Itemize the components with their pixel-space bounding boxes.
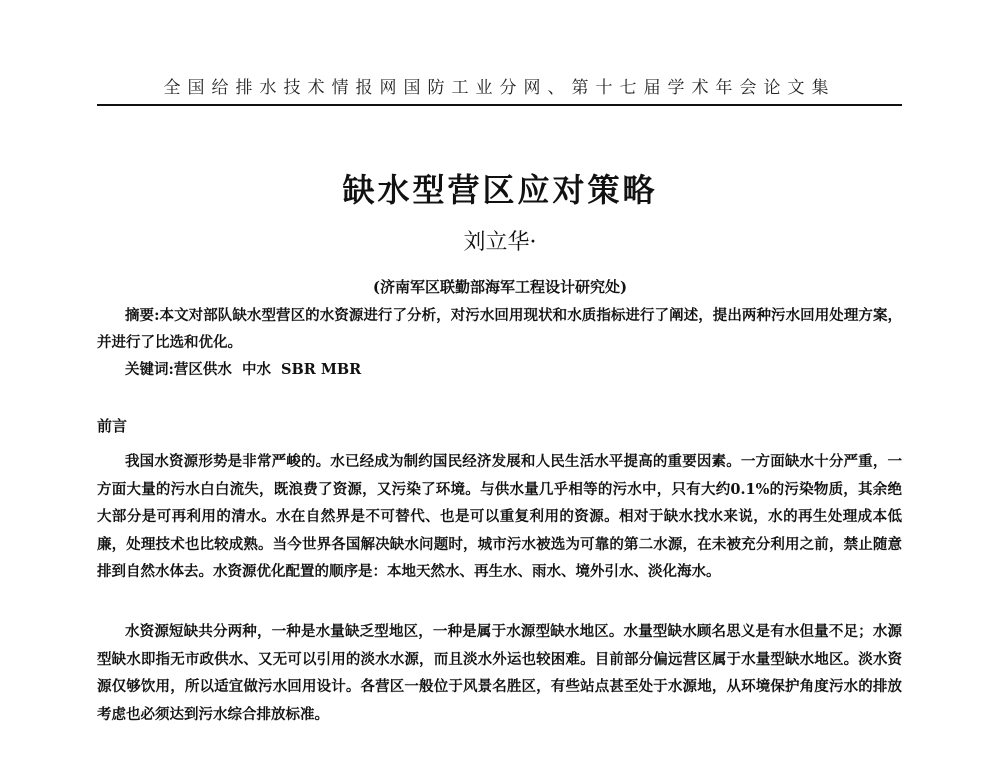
header-rule — [97, 104, 902, 106]
section-heading-preface: 前言 — [97, 417, 128, 435]
keywords-text: 营区供水 中水 SBR MBR — [173, 361, 362, 378]
abstract-label: 摘要: — [125, 307, 160, 324]
author-affiliation: (济南军区联勤部海军工程设计研究处) — [372, 278, 628, 296]
abstract-text: 本文对部队缺水型营区的水资源进行了分析，对污水回用现状和水质指标进行了阐述，提出两种污水回用处理方案，并进行了比选和优化。 — [97, 307, 903, 351]
paper-title: 缺水型营区应对策略 — [342, 171, 658, 209]
keywords — [125, 358, 361, 379]
running-header: 全国给排水技术情报网国防工业分网、第十七届学术年会论文集 — [163, 78, 836, 98]
author-name: 刘立华· — [463, 230, 537, 255]
body-paragraph: 我国水资源形势是非常严峻的。水已经成为制约国民经济发展和人民生活水平提高的重要因素。一方面缺水十分严重，一方面大量的污水白白流失，既浪费了资源，又污染了环境。与供水量几乎相等的污水中，只有大约0.1%的污染物质，其余绝大部分是可再利用的清水。水在自然界是不可替代、也是可以重复利用的资源。相对于缺水找水来说，水的再生处理成本低廉，处理技术也比较成熟。当今世界各国解决缺水问题时，城市污水被选为可靠的第二水源，在未被充分利用之前，禁止随意排到自然水体去。水资源优化配置的顺序是：本地天然水、再生水、雨水、境外引水、淡化海水。 — [97, 453, 902, 580]
abstract — [97, 302, 902, 356]
keywords-label: 关键词: — [125, 361, 174, 378]
body-paragraph: 水资源短缺共分两种，一种是水量缺乏型地区，一种是属于水源型缺水地区。水量型缺水顾名思义是有水但量不足；水源型缺水即指无市政供水、又无可以引用的淡水水源，而且淡水外运也较困难。目前部分偏远营区属于水量型缺水地区。淡水资源仅够饮用，所以适宜做污水回用设计。各营区一般位于风景名胜区，有些站点甚至处于水源地，从环境保护角度污水的排放考虑也必须达到污水综合排放标准。 — [97, 623, 902, 723]
